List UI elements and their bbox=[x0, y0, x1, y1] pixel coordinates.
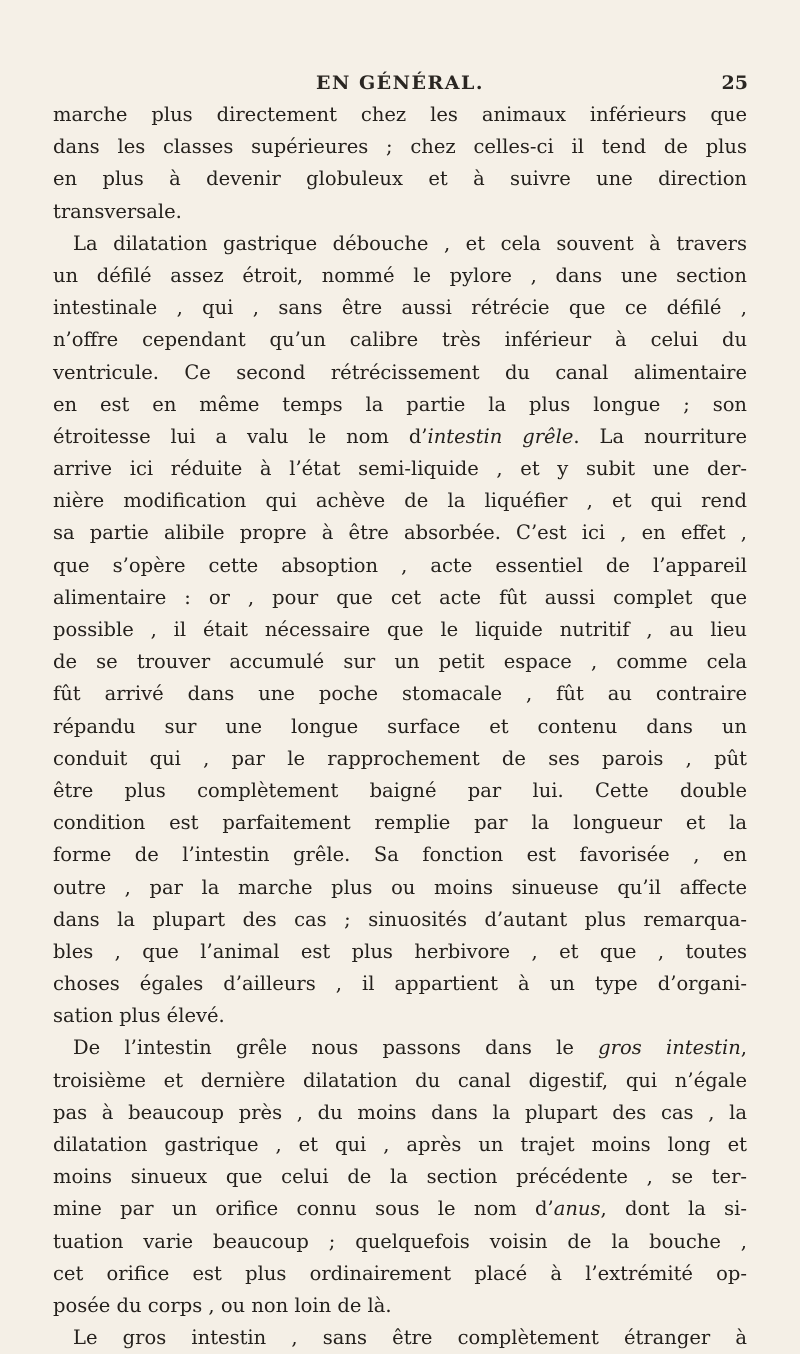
text-line bbox=[53, 1193, 747, 1225]
text-line: troisième et dernière dilatation du canal digestif, qui n’égale bbox=[53, 1068, 747, 1092]
italic-term: anus bbox=[553, 1197, 601, 1221]
text-line: tuation varie beaucoup ; quelquefois voisin de la bouche , bbox=[53, 1229, 747, 1253]
text-line bbox=[53, 1032, 747, 1064]
text-line: transversale. bbox=[53, 199, 182, 223]
text-line: choses égales d’ailleurs , il appartient à un type d’organi- bbox=[53, 972, 747, 996]
text-line: conduit qui , par le rapprochement de ses parois , pût bbox=[53, 746, 747, 770]
text-line: posée du corps , ou non loin de là. bbox=[53, 1293, 392, 1317]
text-line: cet orifice est plus ordinairement placé à l’extrémité op- bbox=[53, 1261, 747, 1285]
text-line bbox=[53, 421, 747, 453]
text-line: dans les classes supérieures ; chez celles-ci il tend de plus bbox=[53, 135, 747, 159]
text-run: , dont la si- bbox=[600, 1197, 747, 1221]
text-line: en est en même temps la partie la plus longue ; son bbox=[53, 392, 747, 416]
text-line: moins sinueux que celui de la section précédente , se ter- bbox=[53, 1165, 747, 1189]
text-line: Le gros intestin , sans être complètement étranger à bbox=[73, 1326, 747, 1350]
italic-term: gros intestin bbox=[598, 1036, 741, 1060]
text-line: un défilé assez étroit, nommé le pylore , dans une section bbox=[53, 263, 747, 287]
text-line: dans la plupart des cas ; sinuosités d’autant plus remarqua- bbox=[53, 907, 747, 931]
text-line: sa partie alibile propre à être absorbée. C’est ici , en effet , bbox=[53, 521, 747, 545]
text-line: possible , il était nécessaire que le liquide nutritif , au lieu bbox=[53, 618, 747, 641]
text-line: La dilatation gastrique débouche , et cela souvent à travers bbox=[73, 231, 747, 255]
text-line: intestinale , qui , sans être aussi rétrécie que ce défilé , bbox=[53, 296, 747, 320]
italic-term: intestin grêle bbox=[427, 424, 574, 448]
text-line: fût arrivé dans une poche stomacale , fût au contraire bbox=[53, 682, 747, 706]
body-text bbox=[53, 99, 747, 1354]
text-run: étroitesse lui a valu le nom d’ bbox=[53, 424, 428, 448]
text-run: . La nourriture bbox=[573, 424, 747, 448]
text-line: être plus complètement baigné par lui. Cette double bbox=[53, 778, 747, 802]
text-line: dilatation gastrique , et qui , après un trajet moins long et bbox=[53, 1133, 747, 1156]
text-line: pas à beaucoup près , du moins dans la plupart des cas , la bbox=[53, 1100, 747, 1124]
text-line: n’offre cependant qu’un calibre très inférieur à celui du bbox=[53, 328, 747, 352]
text-line: de se trouver accumulé sur un petit espace , comme cela bbox=[53, 650, 747, 674]
text-line: en plus à devenir globuleux et à suivre une direction bbox=[53, 167, 747, 191]
text-run: mine par un orifice connu sous le nom d’ bbox=[53, 1197, 554, 1221]
text-line: sation plus élevé. bbox=[53, 1004, 225, 1028]
text-line: marche plus directement chez les animaux inférieurs que bbox=[53, 103, 747, 126]
text-line: nière modification qui achève de la liquéfier , et qui rend bbox=[53, 489, 747, 513]
page-number: 25 bbox=[721, 72, 748, 94]
text-line: bles , que l’animal est plus herbivore , et que , toutes bbox=[53, 939, 747, 963]
text-line: que s’opère cette absoption , acte essentiel de l’appareil bbox=[53, 553, 747, 577]
running-head: EN GÉNÉRAL. bbox=[315, 72, 485, 94]
text-line: condition est parfaitement remplie par la longueur et la bbox=[53, 811, 747, 835]
text-line: arrive ici réduite à l’état semi-liquide , et y subit une der- bbox=[53, 457, 747, 481]
page-header bbox=[0, 72, 800, 102]
text-line: outre , par la marche plus ou moins sinueuse qu’il affecte bbox=[53, 875, 747, 899]
text-run: , bbox=[740, 1036, 747, 1060]
text-line: alimentaire : or , pour que cet acte fût aussi complet que bbox=[53, 585, 747, 609]
text-line: ventricule. Ce second rétrécissement du canal alimentaire bbox=[53, 360, 747, 384]
text-line: forme de l’intestin grêle. Sa fonction est favorisée , en bbox=[53, 843, 747, 867]
text-run: De l’intestin grêle nous passons dans le bbox=[73, 1036, 599, 1060]
text-line: répandu sur une longue surface et contenu dans un bbox=[53, 714, 747, 738]
